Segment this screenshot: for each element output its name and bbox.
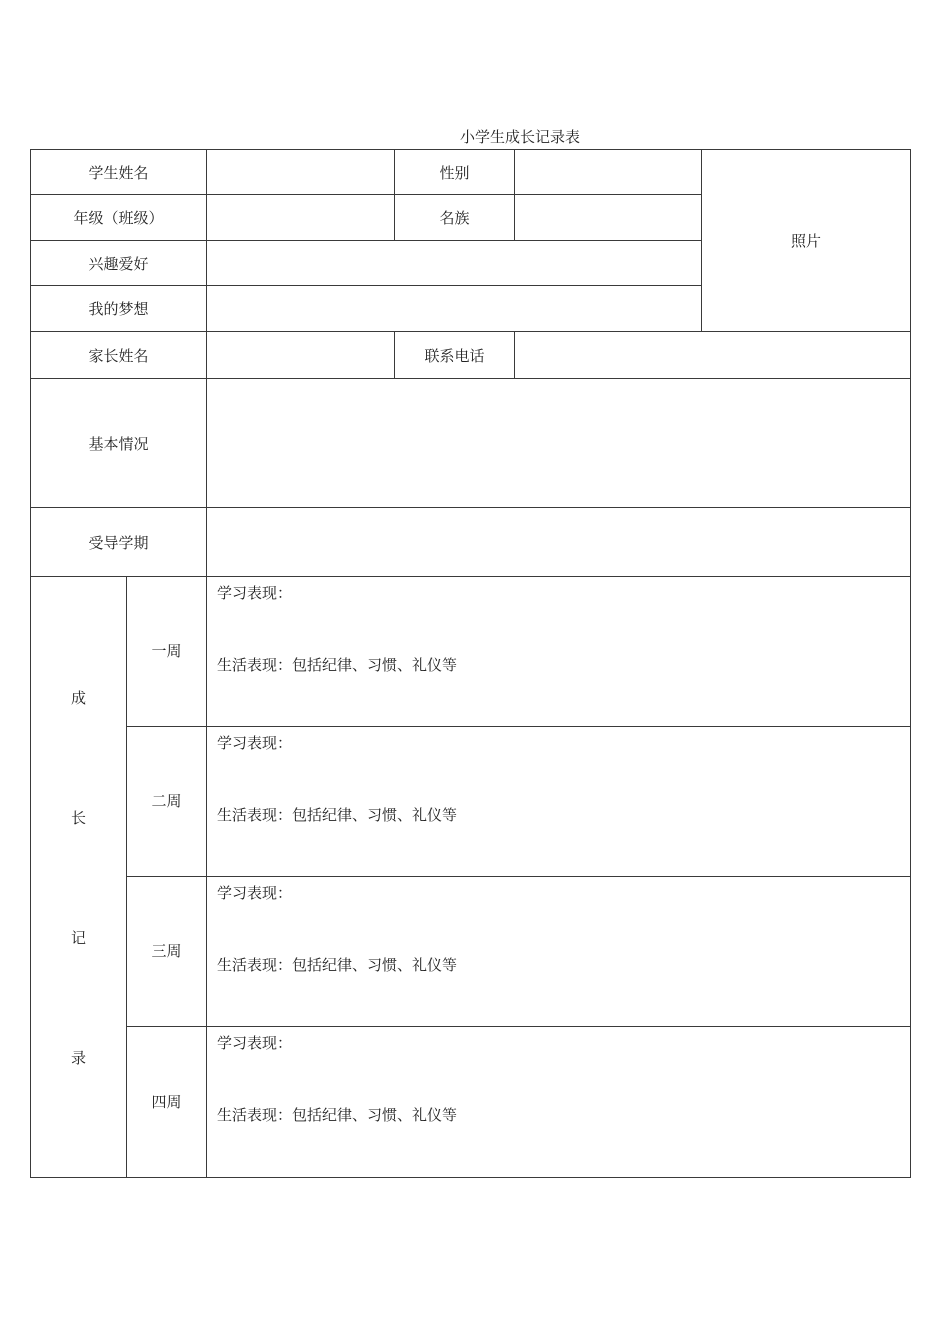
field-semester[interactable] [206, 507, 911, 577]
study-performance-label: 学习表现： [217, 584, 293, 602]
life-performance-label: 生活表现：包括纪律、习惯、礼仪等 [217, 1106, 458, 1124]
growth-char: 长 [70, 808, 86, 827]
growth-char: 记 [70, 928, 86, 947]
week-content[interactable] [206, 876, 911, 1027]
week-content[interactable] [206, 726, 911, 877]
field-ethnicity[interactable] [514, 194, 702, 241]
field-parent-name[interactable] [206, 331, 395, 379]
life-performance-label: 生活表现：包括纪律、习惯、礼仪等 [217, 956, 458, 974]
study-performance-label: 学习表现： [217, 1034, 293, 1052]
label-dream: 我的梦想 [30, 285, 207, 332]
label-basic-info: 基本情况 [30, 378, 207, 508]
field-basic-info[interactable] [206, 378, 911, 508]
label-semester: 受导学期 [30, 507, 207, 577]
week-label: 四周 [126, 1026, 207, 1178]
label-student-name: 学生姓名 [30, 149, 207, 195]
week-label: 三周 [126, 876, 207, 1027]
study-performance-label: 学习表现： [217, 884, 293, 902]
study-performance-label: 学习表现： [217, 734, 293, 752]
photo-box[interactable] [701, 149, 911, 332]
life-performance-label: 生活表现：包括纪律、习惯、礼仪等 [217, 806, 458, 824]
field-dream[interactable] [206, 285, 702, 332]
field-gender[interactable] [514, 149, 702, 195]
label-grade: 年级（班级） [30, 194, 207, 241]
week-label: 一周 [126, 576, 207, 727]
page-title: 小学生成长记录表 [459, 128, 580, 146]
label-parent-name: 家长姓名 [30, 331, 207, 379]
life-performance-label: 生活表现：包括纪律、习惯、礼仪等 [217, 656, 458, 674]
photo-label: 照片 [790, 232, 821, 250]
growth-char: 录 [70, 1048, 86, 1067]
field-hobbies[interactable] [206, 240, 702, 286]
label-gender: 性别 [394, 149, 515, 195]
field-phone[interactable] [514, 331, 911, 379]
week-label: 二周 [126, 726, 207, 877]
week-content[interactable] [206, 576, 911, 727]
growth-record-label [30, 576, 127, 1178]
label-phone: 联系电话 [394, 331, 515, 379]
growth-char: 成 [70, 688, 86, 707]
field-student-name[interactable] [206, 149, 395, 195]
week-content[interactable] [206, 1026, 911, 1178]
label-ethnicity: 名族 [394, 194, 515, 241]
label-hobbies: 兴趣爱好 [30, 240, 207, 286]
field-grade[interactable] [206, 194, 395, 241]
